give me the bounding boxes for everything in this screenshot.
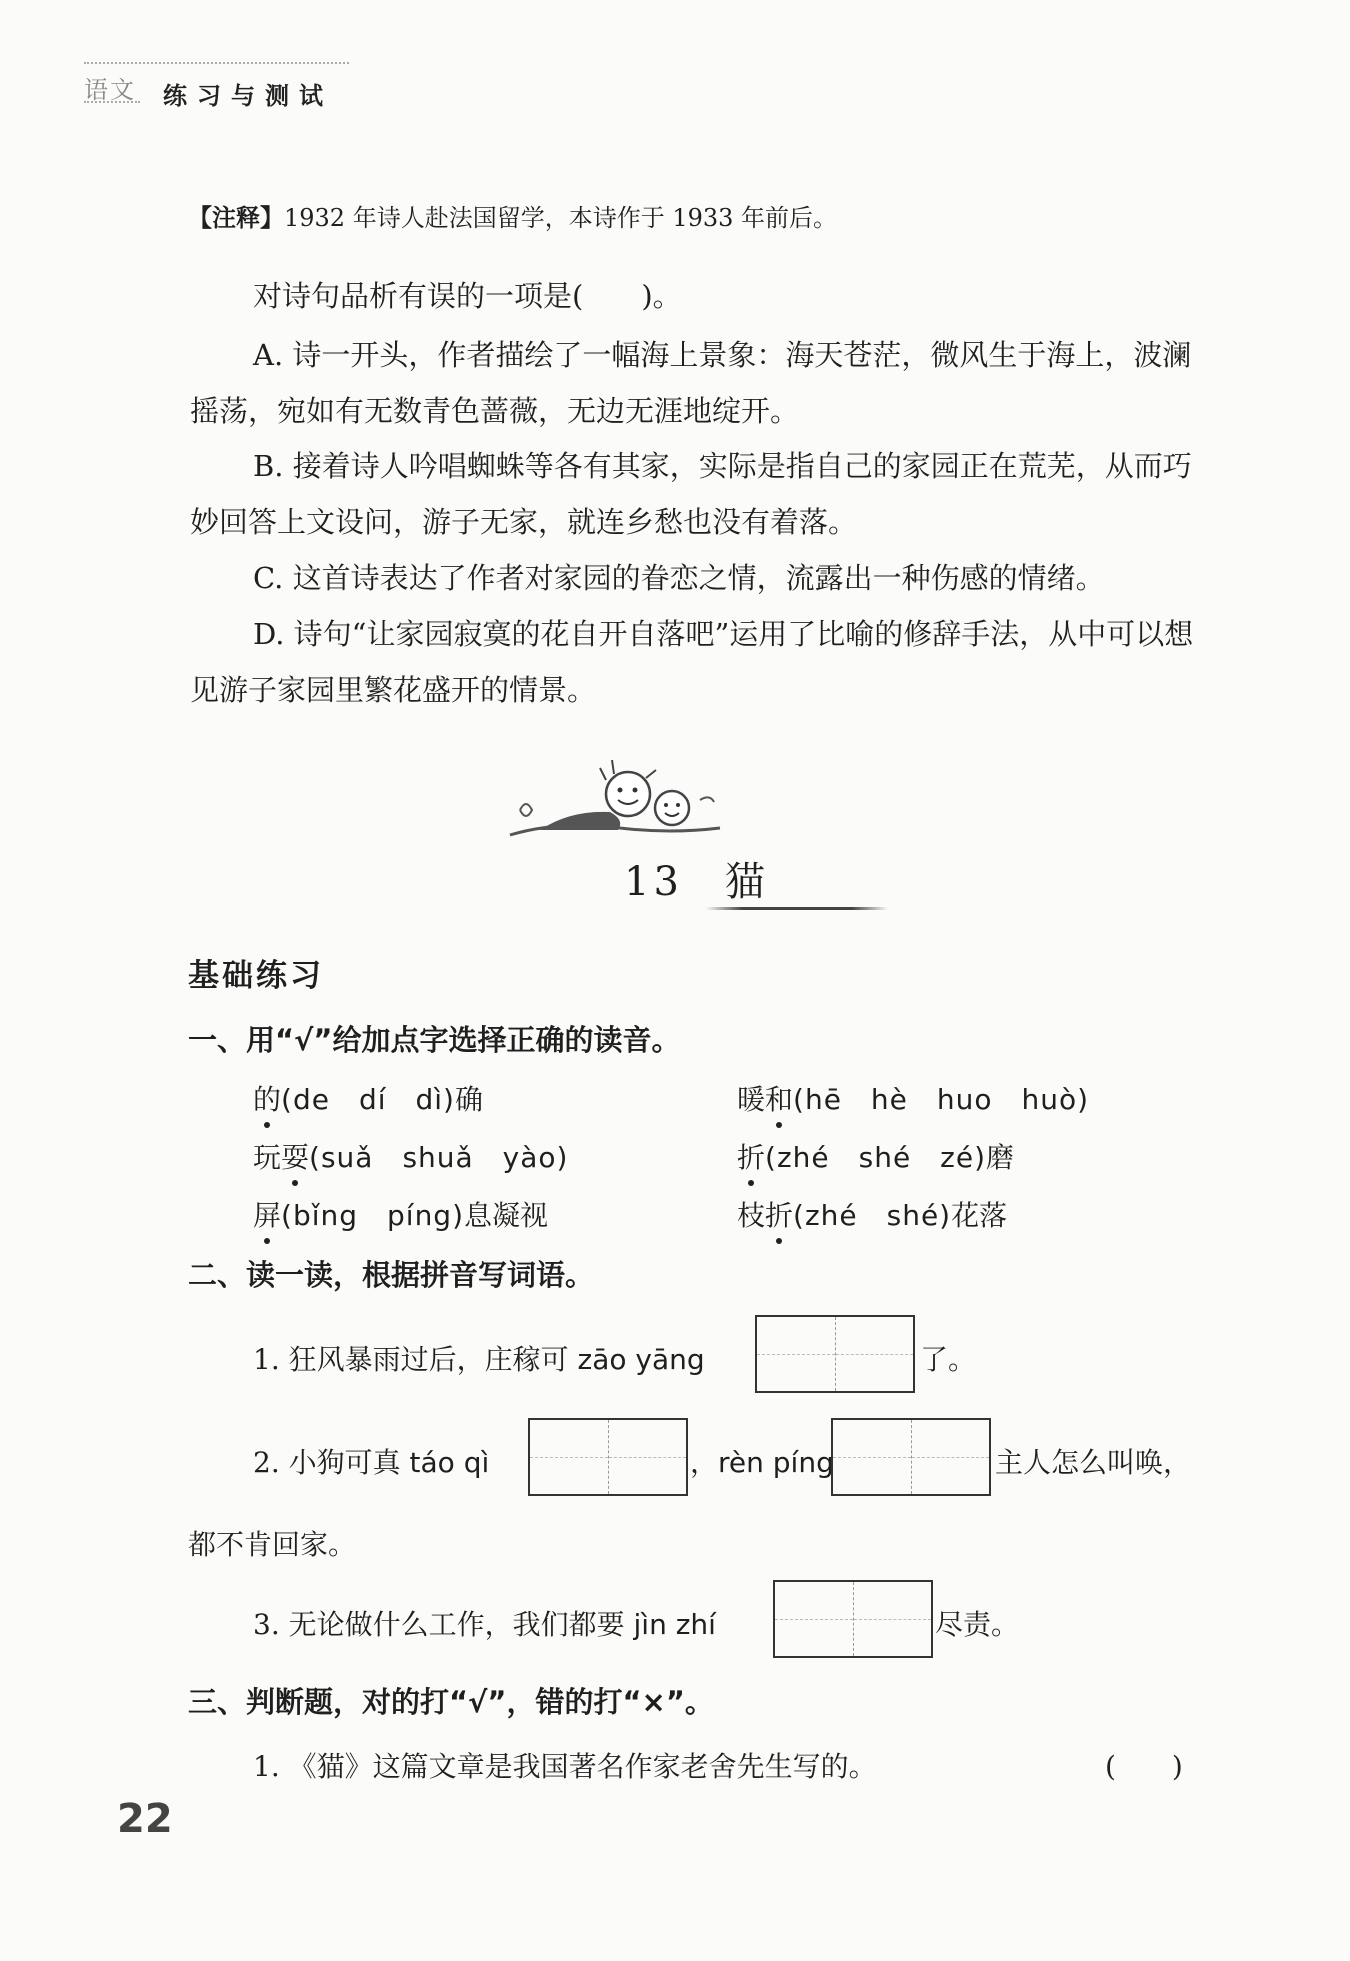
option-a: A. 诗一开头，作者描绘了一幅海上景象：海天苍茫，微风生于海上，波澜摇荡，宛如有无数青色蔷薇，无边无涯地绽开。 (190, 338, 1192, 428)
header-title: 练习与测试 (163, 82, 333, 110)
fill-question-1-end: 了。 (920, 1343, 977, 1376)
fill-question-2-continued: 都不肯回家。 (188, 1528, 357, 1561)
part2-heading: 二、读一读，根据拼音写词语。 (188, 1258, 595, 1292)
pinyin-item-3: 玩耍(suǎ shuǎ yào) (253, 1136, 568, 1176)
pinyin-item-2: 暖和(hē hè huo huò) (737, 1078, 1089, 1118)
section-title: 基础练习 (188, 958, 324, 994)
answer-grid-2b[interactable] (831, 1418, 991, 1496)
part3-heading: 三、判断题，对的打“√”，错的打“×”。 (188, 1685, 714, 1719)
fill-question-3-end: 尽责。 (935, 1608, 1020, 1641)
part1-heading: 一、用“√”给加点字选择正确的读音。 (188, 1023, 681, 1057)
fill-question-3: 3. 无论做什么工作，我们都要 jìn zhí (253, 1608, 716, 1641)
answer-grid-1[interactable] (755, 1315, 915, 1393)
fill-question-1: 1. 狂风暴雨过后，庄稼可 zāo yāng (253, 1343, 705, 1376)
note-label: 【注释】 (188, 204, 284, 232)
lesson-underline (706, 907, 888, 910)
pinyin-item-5: 屏(bǐng píng)息凝视 (253, 1194, 548, 1234)
header-border (84, 62, 349, 64)
fill-question-2: 2. 小狗可真 táo qì (253, 1446, 490, 1479)
judge-answer-bracket[interactable]: ( ) (1105, 1750, 1183, 1783)
lesson-number: 13 (624, 859, 683, 905)
children-illustration (500, 750, 740, 850)
answer-grid-3[interactable] (773, 1580, 933, 1658)
pinyin-item-6: 枝折(zhé shé)花落 (737, 1194, 1007, 1234)
answer-grid-2a[interactable] (528, 1418, 688, 1496)
pinyin-item-4: 折(zhé shé zé)磨 (737, 1136, 1014, 1176)
option-c: C. 这首诗表达了作者对家园的眷恋之情，流露出一种伤感的情绪。 (253, 561, 1105, 595)
fill-question-2-mid: ，rèn píng (690, 1446, 834, 1479)
lesson-name: 猫 (724, 859, 769, 905)
option-d: D. 诗句“让家园寂寞的花自开自落吧”运用了比喻的修辞手法，从中可以想见游子家园里繁花盛开的情景。 (190, 617, 1194, 707)
judge-question-1: 1. 《猫》这篇文章是我国著名作家老舍先生写的。 (253, 1750, 877, 1783)
header-subject: 语文 (84, 76, 136, 104)
option-b: B. 接着诗人吟唱蜘蛛等各有其家，实际是指自己的家园正在荒芜，从而巧妙回答上文设问，游子无家，就连乡愁也没有着落。 (190, 449, 1192, 539)
question-stem: 对诗句品析有误的一项是( )。 (253, 279, 682, 313)
annotation-note (188, 198, 837, 233)
page-number: 22 (117, 1796, 173, 1842)
lesson-title (624, 850, 769, 907)
fill-question-2-end: 主人怎么叫唤， (995, 1446, 1192, 1479)
pinyin-item-1: 的(de dí dì)确 (253, 1078, 483, 1118)
note-text: 1932 年诗人赴法国留学，本诗作于 1933 年前后。 (284, 204, 838, 232)
